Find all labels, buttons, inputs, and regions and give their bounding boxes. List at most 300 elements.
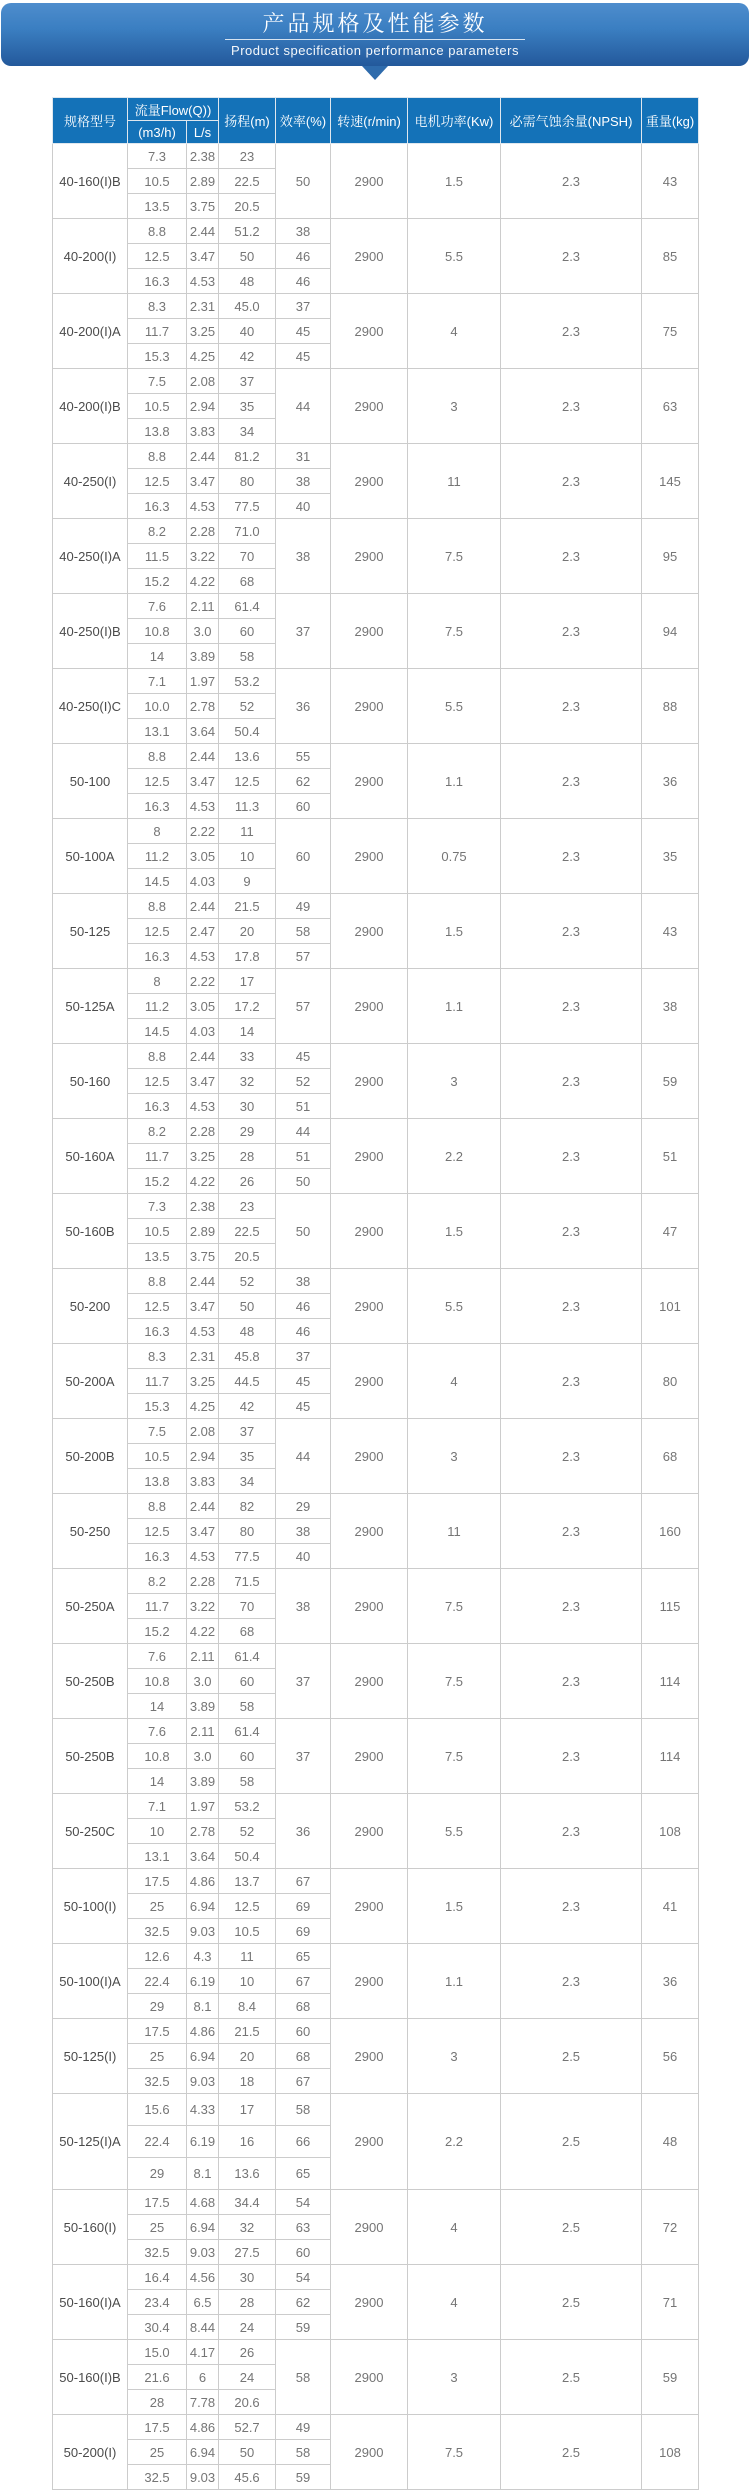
flow-m3h-cell: 11.7 bbox=[128, 1144, 187, 1169]
flow-m3h-cell: 14 bbox=[128, 1769, 187, 1794]
model-cell: 50-125(I) bbox=[53, 2019, 128, 2094]
flow-m3h-cell: 8.3 bbox=[128, 294, 187, 319]
flow-m3h-cell: 13.1 bbox=[128, 719, 187, 744]
efficiency-cell: 51 bbox=[276, 1144, 331, 1169]
head-cell: 61.4 bbox=[219, 1719, 276, 1744]
speed-cell: 2900 bbox=[331, 2340, 408, 2415]
head-cell: 13.7 bbox=[219, 1869, 276, 1894]
npsh-cell: 2.3 bbox=[501, 519, 642, 594]
npsh-cell: 2.3 bbox=[501, 444, 642, 519]
flow-m3h-cell: 8.8 bbox=[128, 444, 187, 469]
head-cell: 8.4 bbox=[219, 1994, 276, 2019]
weight-cell: 63 bbox=[642, 369, 699, 444]
head-cell: 52 bbox=[219, 1819, 276, 1844]
weight-cell: 88 bbox=[642, 669, 699, 744]
speed-cell: 2900 bbox=[331, 669, 408, 744]
head-cell: 20 bbox=[219, 2044, 276, 2069]
head-cell: 30 bbox=[219, 2265, 276, 2290]
flow-m3h-cell: 8 bbox=[128, 969, 187, 994]
flow-ls-cell: 2.22 bbox=[187, 969, 219, 994]
model-cell: 50-200 bbox=[53, 1269, 128, 1344]
flow-ls-cell: 4.53 bbox=[187, 944, 219, 969]
head-cell: 68 bbox=[219, 569, 276, 594]
flow-m3h-cell: 22.4 bbox=[128, 1969, 187, 1994]
flow-m3h-cell: 12.5 bbox=[128, 1294, 187, 1319]
speed-cell: 2900 bbox=[331, 1269, 408, 1344]
table-row bbox=[53, 594, 699, 619]
efficiency-cell: 58 bbox=[276, 919, 331, 944]
flow-ls-cell: 9.03 bbox=[187, 2465, 219, 2490]
page bbox=[0, 3, 750, 2490]
power-cell: 2.2 bbox=[408, 1119, 501, 1194]
flow-ls-cell: 2.28 bbox=[187, 1569, 219, 1594]
flow-m3h-cell: 13.5 bbox=[128, 1244, 187, 1269]
speed-cell: 2900 bbox=[331, 2019, 408, 2094]
flow-m3h-cell: 25 bbox=[128, 2044, 187, 2069]
table-row bbox=[53, 1344, 699, 1369]
speed-cell: 2900 bbox=[331, 1494, 408, 1569]
flow-m3h-cell: 11.5 bbox=[128, 544, 187, 569]
efficiency-cell: 60 bbox=[276, 819, 331, 894]
efficiency-cell: 50 bbox=[276, 1194, 331, 1269]
weight-cell: 114 bbox=[642, 1644, 699, 1719]
flow-m3h-cell: 29 bbox=[128, 2158, 187, 2190]
efficiency-cell: 54 bbox=[276, 2190, 331, 2215]
flow-ls-cell: 3.0 bbox=[187, 619, 219, 644]
table-row bbox=[53, 144, 699, 169]
npsh-cell: 2.3 bbox=[501, 1269, 642, 1344]
efficiency-cell: 57 bbox=[276, 969, 331, 1044]
weight-cell: 56 bbox=[642, 2019, 699, 2094]
npsh-cell: 2.5 bbox=[501, 2415, 642, 2490]
head-cell: 28 bbox=[219, 2290, 276, 2315]
flow-ls-cell: 9.03 bbox=[187, 2069, 219, 2094]
flow-ls-cell: 8.1 bbox=[187, 1994, 219, 2019]
efficiency-cell: 69 bbox=[276, 1894, 331, 1919]
weight-cell: 85 bbox=[642, 219, 699, 294]
flow-ls-cell: 4.3 bbox=[187, 1944, 219, 1969]
head-cell: 81.2 bbox=[219, 444, 276, 469]
model-cell: 50-100(I)A bbox=[53, 1944, 128, 2019]
power-cell: 4 bbox=[408, 2190, 501, 2265]
table-row bbox=[53, 744, 699, 769]
power-cell: 5.5 bbox=[408, 1794, 501, 1869]
head-cell: 12.5 bbox=[219, 769, 276, 794]
efficiency-cell: 38 bbox=[276, 469, 331, 494]
efficiency-cell: 65 bbox=[276, 1944, 331, 1969]
power-cell: 1.5 bbox=[408, 1194, 501, 1269]
flow-ls-cell: 3.0 bbox=[187, 1744, 219, 1769]
head-cell: 48 bbox=[219, 1319, 276, 1344]
head-cell: 70 bbox=[219, 1594, 276, 1619]
flow-m3h-cell: 15.0 bbox=[128, 2340, 187, 2365]
speed-cell: 2900 bbox=[331, 1419, 408, 1494]
flow-m3h-cell: 8.8 bbox=[128, 1269, 187, 1294]
efficiency-cell: 49 bbox=[276, 894, 331, 919]
weight-cell: 43 bbox=[642, 144, 699, 219]
weight-cell: 95 bbox=[642, 519, 699, 594]
efficiency-cell: 45 bbox=[276, 344, 331, 369]
flow-ls-cell: 2.44 bbox=[187, 1494, 219, 1519]
head-cell: 45.0 bbox=[219, 294, 276, 319]
head-cell: 10.5 bbox=[219, 1919, 276, 1944]
head-cell: 61.4 bbox=[219, 594, 276, 619]
speed-cell: 2900 bbox=[331, 819, 408, 894]
head-cell: 17 bbox=[219, 969, 276, 994]
flow-m3h-cell: 16.4 bbox=[128, 2265, 187, 2290]
npsh-cell: 2.3 bbox=[501, 219, 642, 294]
speed-cell: 2900 bbox=[331, 1194, 408, 1269]
speed-cell: 2900 bbox=[331, 1869, 408, 1944]
head-cell: 23 bbox=[219, 1194, 276, 1219]
efficiency-cell: 45 bbox=[276, 1394, 331, 1419]
efficiency-cell: 44 bbox=[276, 369, 331, 444]
head-cell: 20 bbox=[219, 919, 276, 944]
flow-ls-cell: 4.86 bbox=[187, 2019, 219, 2044]
head-cell: 20.5 bbox=[219, 1244, 276, 1269]
power-cell: 1.1 bbox=[408, 1944, 501, 2019]
table-row bbox=[53, 219, 699, 244]
flow-m3h-cell: 11.7 bbox=[128, 319, 187, 344]
flow-ls-cell: 6.94 bbox=[187, 2044, 219, 2069]
npsh-cell: 2.5 bbox=[501, 2019, 642, 2094]
table-row bbox=[53, 1794, 699, 1819]
speed-cell: 2900 bbox=[331, 219, 408, 294]
speed-cell: 2900 bbox=[331, 2265, 408, 2340]
flow-ls-cell: 2.89 bbox=[187, 169, 219, 194]
efficiency-cell: 37 bbox=[276, 1644, 331, 1719]
speed-cell: 2900 bbox=[331, 1944, 408, 2019]
col-header-model: 规格型号 bbox=[53, 98, 128, 144]
npsh-cell: 2.3 bbox=[501, 894, 642, 969]
col-header-power: 电机功率(Kw) bbox=[408, 98, 501, 144]
flow-m3h-cell: 10.0 bbox=[128, 694, 187, 719]
weight-cell: 68 bbox=[642, 1419, 699, 1494]
weight-cell: 94 bbox=[642, 594, 699, 669]
title-underline bbox=[225, 39, 525, 40]
flow-ls-cell: 4.33 bbox=[187, 2094, 219, 2126]
flow-m3h-cell: 7.6 bbox=[128, 1719, 187, 1744]
weight-cell: 160 bbox=[642, 1494, 699, 1569]
weight-cell: 75 bbox=[642, 294, 699, 369]
head-cell: 23 bbox=[219, 144, 276, 169]
power-cell: 0.75 bbox=[408, 819, 501, 894]
efficiency-cell: 58 bbox=[276, 2340, 331, 2415]
flow-m3h-cell: 8.8 bbox=[128, 744, 187, 769]
speed-cell: 2900 bbox=[331, 1644, 408, 1719]
col-header-flow-ls: L/s bbox=[187, 121, 219, 144]
head-cell: 24 bbox=[219, 2315, 276, 2340]
flow-ls-cell: 4.17 bbox=[187, 2340, 219, 2365]
model-cell: 40-250(I)A bbox=[53, 519, 128, 594]
flow-ls-cell: 6 bbox=[187, 2365, 219, 2390]
flow-ls-cell: 2.38 bbox=[187, 144, 219, 169]
flow-ls-cell: 4.68 bbox=[187, 2190, 219, 2215]
speed-cell: 2900 bbox=[331, 294, 408, 369]
head-cell: 18 bbox=[219, 2069, 276, 2094]
efficiency-cell: 67 bbox=[276, 1869, 331, 1894]
weight-cell: 48 bbox=[642, 2094, 699, 2190]
model-cell: 50-250C bbox=[53, 1794, 128, 1869]
power-cell: 3 bbox=[408, 1419, 501, 1494]
npsh-cell: 2.5 bbox=[501, 2265, 642, 2340]
npsh-cell: 2.3 bbox=[501, 1344, 642, 1419]
flow-ls-cell: 3.47 bbox=[187, 1294, 219, 1319]
col-header-npsh: 必需气蚀余量(NPSH) bbox=[501, 98, 642, 144]
head-cell: 10 bbox=[219, 1969, 276, 1994]
flow-m3h-cell: 8.3 bbox=[128, 1344, 187, 1369]
col-header-weight: 重量(kg) bbox=[642, 98, 699, 144]
model-cell: 50-250B bbox=[53, 1719, 128, 1794]
flow-ls-cell: 6.94 bbox=[187, 2440, 219, 2465]
efficiency-cell: 57 bbox=[276, 944, 331, 969]
flow-m3h-cell: 7.6 bbox=[128, 594, 187, 619]
head-cell: 24 bbox=[219, 2365, 276, 2390]
flow-m3h-cell: 12.5 bbox=[128, 1069, 187, 1094]
efficiency-cell: 67 bbox=[276, 1969, 331, 1994]
model-cell: 50-160(I) bbox=[53, 2190, 128, 2265]
head-cell: 50 bbox=[219, 244, 276, 269]
efficiency-cell: 46 bbox=[276, 1319, 331, 1344]
flow-m3h-cell: 10 bbox=[128, 1819, 187, 1844]
head-cell: 35 bbox=[219, 1444, 276, 1469]
spec-table bbox=[52, 97, 699, 2490]
model-cell: 40-200(I) bbox=[53, 219, 128, 294]
flow-m3h-cell: 16.3 bbox=[128, 269, 187, 294]
head-cell: 48 bbox=[219, 269, 276, 294]
efficiency-cell: 38 bbox=[276, 1519, 331, 1544]
head-cell: 17.8 bbox=[219, 944, 276, 969]
model-cell: 50-160(I)A bbox=[53, 2265, 128, 2340]
header-banner bbox=[1, 3, 749, 66]
flow-ls-cell: 3.47 bbox=[187, 244, 219, 269]
head-cell: 17 bbox=[219, 2094, 276, 2126]
flow-ls-cell: 3.47 bbox=[187, 769, 219, 794]
power-cell: 4 bbox=[408, 1344, 501, 1419]
flow-ls-cell: 3.25 bbox=[187, 1144, 219, 1169]
flow-m3h-cell: 7.3 bbox=[128, 144, 187, 169]
head-cell: 22.5 bbox=[219, 169, 276, 194]
flow-m3h-cell: 30.4 bbox=[128, 2315, 187, 2340]
weight-cell: 71 bbox=[642, 2265, 699, 2340]
head-cell: 51.2 bbox=[219, 219, 276, 244]
efficiency-cell: 50 bbox=[276, 144, 331, 219]
head-cell: 20.6 bbox=[219, 2390, 276, 2415]
table-row bbox=[53, 1044, 699, 1069]
flow-m3h-cell: 10.5 bbox=[128, 1219, 187, 1244]
speed-cell: 2900 bbox=[331, 369, 408, 444]
head-cell: 21.5 bbox=[219, 894, 276, 919]
power-cell: 2.2 bbox=[408, 2094, 501, 2190]
flow-m3h-cell: 11.2 bbox=[128, 994, 187, 1019]
spec-table-header bbox=[53, 98, 699, 144]
head-cell: 42 bbox=[219, 344, 276, 369]
npsh-cell: 2.3 bbox=[501, 1044, 642, 1119]
flow-ls-cell: 4.86 bbox=[187, 2415, 219, 2440]
head-cell: 58 bbox=[219, 644, 276, 669]
flow-m3h-cell: 13.1 bbox=[128, 1844, 187, 1869]
flow-ls-cell: 2.47 bbox=[187, 919, 219, 944]
head-cell: 68 bbox=[219, 1619, 276, 1644]
table-row bbox=[53, 894, 699, 919]
flow-m3h-cell: 22.4 bbox=[128, 2126, 187, 2158]
flow-ls-cell: 4.53 bbox=[187, 494, 219, 519]
flow-ls-cell: 4.56 bbox=[187, 2265, 219, 2290]
table-row bbox=[53, 2019, 699, 2044]
npsh-cell: 2.5 bbox=[501, 2094, 642, 2190]
efficiency-cell: 46 bbox=[276, 269, 331, 294]
flow-ls-cell: 4.22 bbox=[187, 1619, 219, 1644]
weight-cell: 59 bbox=[642, 2340, 699, 2415]
table-row bbox=[53, 444, 699, 469]
efficiency-cell: 62 bbox=[276, 769, 331, 794]
flow-m3h-cell: 29 bbox=[128, 1994, 187, 2019]
head-cell: 50 bbox=[219, 2440, 276, 2465]
model-cell: 40-250(I) bbox=[53, 444, 128, 519]
efficiency-cell: 54 bbox=[276, 2265, 331, 2290]
flow-ls-cell: 3.0 bbox=[187, 1669, 219, 1694]
head-cell: 12.5 bbox=[219, 1894, 276, 1919]
flow-m3h-cell: 11.7 bbox=[128, 1369, 187, 1394]
npsh-cell: 2.3 bbox=[501, 1569, 642, 1644]
flow-m3h-cell: 7.1 bbox=[128, 1794, 187, 1819]
head-cell: 53.2 bbox=[219, 1794, 276, 1819]
flow-ls-cell: 3.75 bbox=[187, 1244, 219, 1269]
flow-ls-cell: 4.25 bbox=[187, 344, 219, 369]
power-cell: 7.5 bbox=[408, 2415, 501, 2490]
head-cell: 50.4 bbox=[219, 719, 276, 744]
flow-m3h-cell: 8.8 bbox=[128, 1494, 187, 1519]
model-cell: 50-200B bbox=[53, 1419, 128, 1494]
model-cell: 50-125A bbox=[53, 969, 128, 1044]
head-cell: 37 bbox=[219, 369, 276, 394]
head-cell: 52.7 bbox=[219, 2415, 276, 2440]
flow-m3h-cell: 16.3 bbox=[128, 1319, 187, 1344]
table-row bbox=[53, 1119, 699, 1144]
weight-cell: 51 bbox=[642, 1119, 699, 1194]
col-header-efficiency: 效率(%) bbox=[276, 98, 331, 144]
head-cell: 50.4 bbox=[219, 1844, 276, 1869]
head-cell: 14 bbox=[219, 1019, 276, 1044]
power-cell: 7.5 bbox=[408, 594, 501, 669]
table-row bbox=[53, 2265, 699, 2290]
head-cell: 60 bbox=[219, 1669, 276, 1694]
speed-cell: 2900 bbox=[331, 894, 408, 969]
flow-ls-cell: 4.53 bbox=[187, 794, 219, 819]
power-cell: 3 bbox=[408, 2019, 501, 2094]
flow-ls-cell: 2.08 bbox=[187, 369, 219, 394]
model-cell: 50-250 bbox=[53, 1494, 128, 1569]
weight-cell: 36 bbox=[642, 1944, 699, 2019]
flow-ls-cell: 2.11 bbox=[187, 594, 219, 619]
flow-ls-cell: 3.25 bbox=[187, 319, 219, 344]
npsh-cell: 2.3 bbox=[501, 294, 642, 369]
npsh-cell: 2.3 bbox=[501, 1644, 642, 1719]
head-cell: 61.4 bbox=[219, 1644, 276, 1669]
speed-cell: 2900 bbox=[331, 444, 408, 519]
npsh-cell: 2.5 bbox=[501, 2340, 642, 2415]
head-cell: 70 bbox=[219, 544, 276, 569]
efficiency-cell: 58 bbox=[276, 2440, 331, 2465]
model-cell: 50-250A bbox=[53, 1569, 128, 1644]
flow-m3h-cell: 28 bbox=[128, 2390, 187, 2415]
model-cell: 50-160(I)B bbox=[53, 2340, 128, 2415]
power-cell: 1.1 bbox=[408, 744, 501, 819]
flow-m3h-cell: 16.3 bbox=[128, 794, 187, 819]
head-cell: 13.6 bbox=[219, 2158, 276, 2190]
head-cell: 22.5 bbox=[219, 1219, 276, 1244]
speed-cell: 2900 bbox=[331, 519, 408, 594]
efficiency-cell: 37 bbox=[276, 594, 331, 669]
npsh-cell: 2.3 bbox=[501, 144, 642, 219]
flow-m3h-cell: 14.5 bbox=[128, 869, 187, 894]
table-row bbox=[53, 369, 699, 394]
flow-m3h-cell: 12.5 bbox=[128, 1519, 187, 1544]
flow-ls-cell: 2.94 bbox=[187, 394, 219, 419]
model-cell: 40-250(I)C bbox=[53, 669, 128, 744]
speed-cell: 2900 bbox=[331, 1794, 408, 1869]
flow-m3h-cell: 10.8 bbox=[128, 1744, 187, 1769]
head-cell: 52 bbox=[219, 694, 276, 719]
flow-ls-cell: 3.64 bbox=[187, 1844, 219, 1869]
efficiency-cell: 38 bbox=[276, 1569, 331, 1644]
flow-m3h-cell: 10.5 bbox=[128, 394, 187, 419]
model-cell: 50-125(I)A bbox=[53, 2094, 128, 2190]
weight-cell: 72 bbox=[642, 2190, 699, 2265]
power-cell: 5.5 bbox=[408, 219, 501, 294]
flow-ls-cell: 3.64 bbox=[187, 719, 219, 744]
head-cell: 11.3 bbox=[219, 794, 276, 819]
speed-cell: 2900 bbox=[331, 1344, 408, 1419]
flow-m3h-cell: 16.3 bbox=[128, 944, 187, 969]
flow-ls-cell: 2.78 bbox=[187, 694, 219, 719]
power-cell: 3 bbox=[408, 1044, 501, 1119]
power-cell: 7.5 bbox=[408, 519, 501, 594]
speed-cell: 2900 bbox=[331, 2190, 408, 2265]
power-cell: 11 bbox=[408, 444, 501, 519]
flow-ls-cell: 3.83 bbox=[187, 419, 219, 444]
npsh-cell: 2.3 bbox=[501, 1194, 642, 1269]
efficiency-cell: 38 bbox=[276, 1269, 331, 1294]
head-cell: 71.0 bbox=[219, 519, 276, 544]
table-row bbox=[53, 669, 699, 694]
table-row bbox=[53, 2340, 699, 2365]
flow-ls-cell: 2.78 bbox=[187, 1819, 219, 1844]
head-cell: 77.5 bbox=[219, 494, 276, 519]
flow-ls-cell: 2.44 bbox=[187, 1044, 219, 1069]
table-row bbox=[53, 519, 699, 544]
table-row bbox=[53, 2415, 699, 2440]
npsh-cell: 2.3 bbox=[501, 594, 642, 669]
flow-m3h-cell: 8.2 bbox=[128, 1119, 187, 1144]
npsh-cell: 2.3 bbox=[501, 1119, 642, 1194]
flow-ls-cell: 3.05 bbox=[187, 844, 219, 869]
flow-m3h-cell: 12.5 bbox=[128, 769, 187, 794]
efficiency-cell: 58 bbox=[276, 2094, 331, 2126]
power-cell: 7.5 bbox=[408, 1719, 501, 1794]
power-cell: 1.1 bbox=[408, 969, 501, 1044]
head-cell: 11 bbox=[219, 819, 276, 844]
flow-ls-cell: 2.22 bbox=[187, 819, 219, 844]
flow-m3h-cell: 14 bbox=[128, 1694, 187, 1719]
efficiency-cell: 49 bbox=[276, 2415, 331, 2440]
model-cell: 50-125 bbox=[53, 894, 128, 969]
speed-cell: 2900 bbox=[331, 594, 408, 669]
flow-m3h-cell: 16.3 bbox=[128, 1094, 187, 1119]
flow-m3h-cell: 14.5 bbox=[128, 1019, 187, 1044]
col-header-flow-group: 流量Flow(Q)) bbox=[128, 98, 219, 121]
npsh-cell: 2.3 bbox=[501, 1944, 642, 2019]
